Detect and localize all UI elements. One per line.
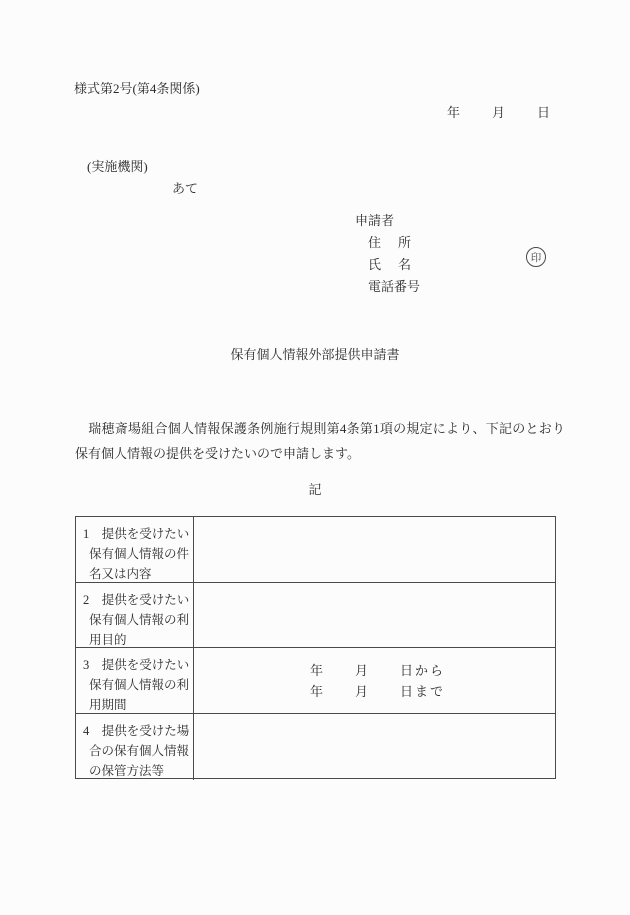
page-title: 保有個人情報外部提供申請書 xyxy=(230,347,400,362)
table-row-4-label: 4 提供を受けた場合の保有個人情報の保管方法等 xyxy=(76,714,194,780)
applicant-address-label: 住 所 xyxy=(368,235,414,250)
application-table xyxy=(75,516,556,779)
date-line: 年 月 日 xyxy=(447,105,553,120)
usage-period-to: 年 月 日まで xyxy=(310,683,446,699)
body-paragraph: 瑞穂斎場組合個人情報保護条例施行規則第4条第1項の規定により、下記のとおり保有個人情報の提供を受けたいので申請します。 xyxy=(75,421,565,461)
addressee-suffix: あて xyxy=(172,181,199,196)
table-row-2-value xyxy=(194,583,555,648)
table-row-2-label: 2 提供を受けたい保有個人情報の利用目的 xyxy=(76,583,194,648)
table-row-3-label: 3 提供を受けたい保有個人情報の利用期間 xyxy=(76,648,194,714)
applicant-phone-label: 電話番号 xyxy=(368,279,421,294)
table-row-1-label: 1 提供を受けたい保有個人情報の件名又は内容 xyxy=(76,517,194,583)
table-row-1-value xyxy=(194,517,555,583)
table-row-3-value xyxy=(194,648,555,714)
agency-label: (実施機関) xyxy=(87,159,148,174)
applicant-heading: 申請者 xyxy=(355,213,395,228)
seal-stamp-icon: 印 xyxy=(526,247,546,267)
applicant-name-label: 氏 名 xyxy=(368,257,414,272)
section-mark: 記 xyxy=(308,482,322,497)
form-number: 様式第2号(第4条関係) xyxy=(74,81,200,96)
table-row-4-value xyxy=(194,714,555,780)
usage-period-from: 年 月 日から xyxy=(310,662,446,678)
